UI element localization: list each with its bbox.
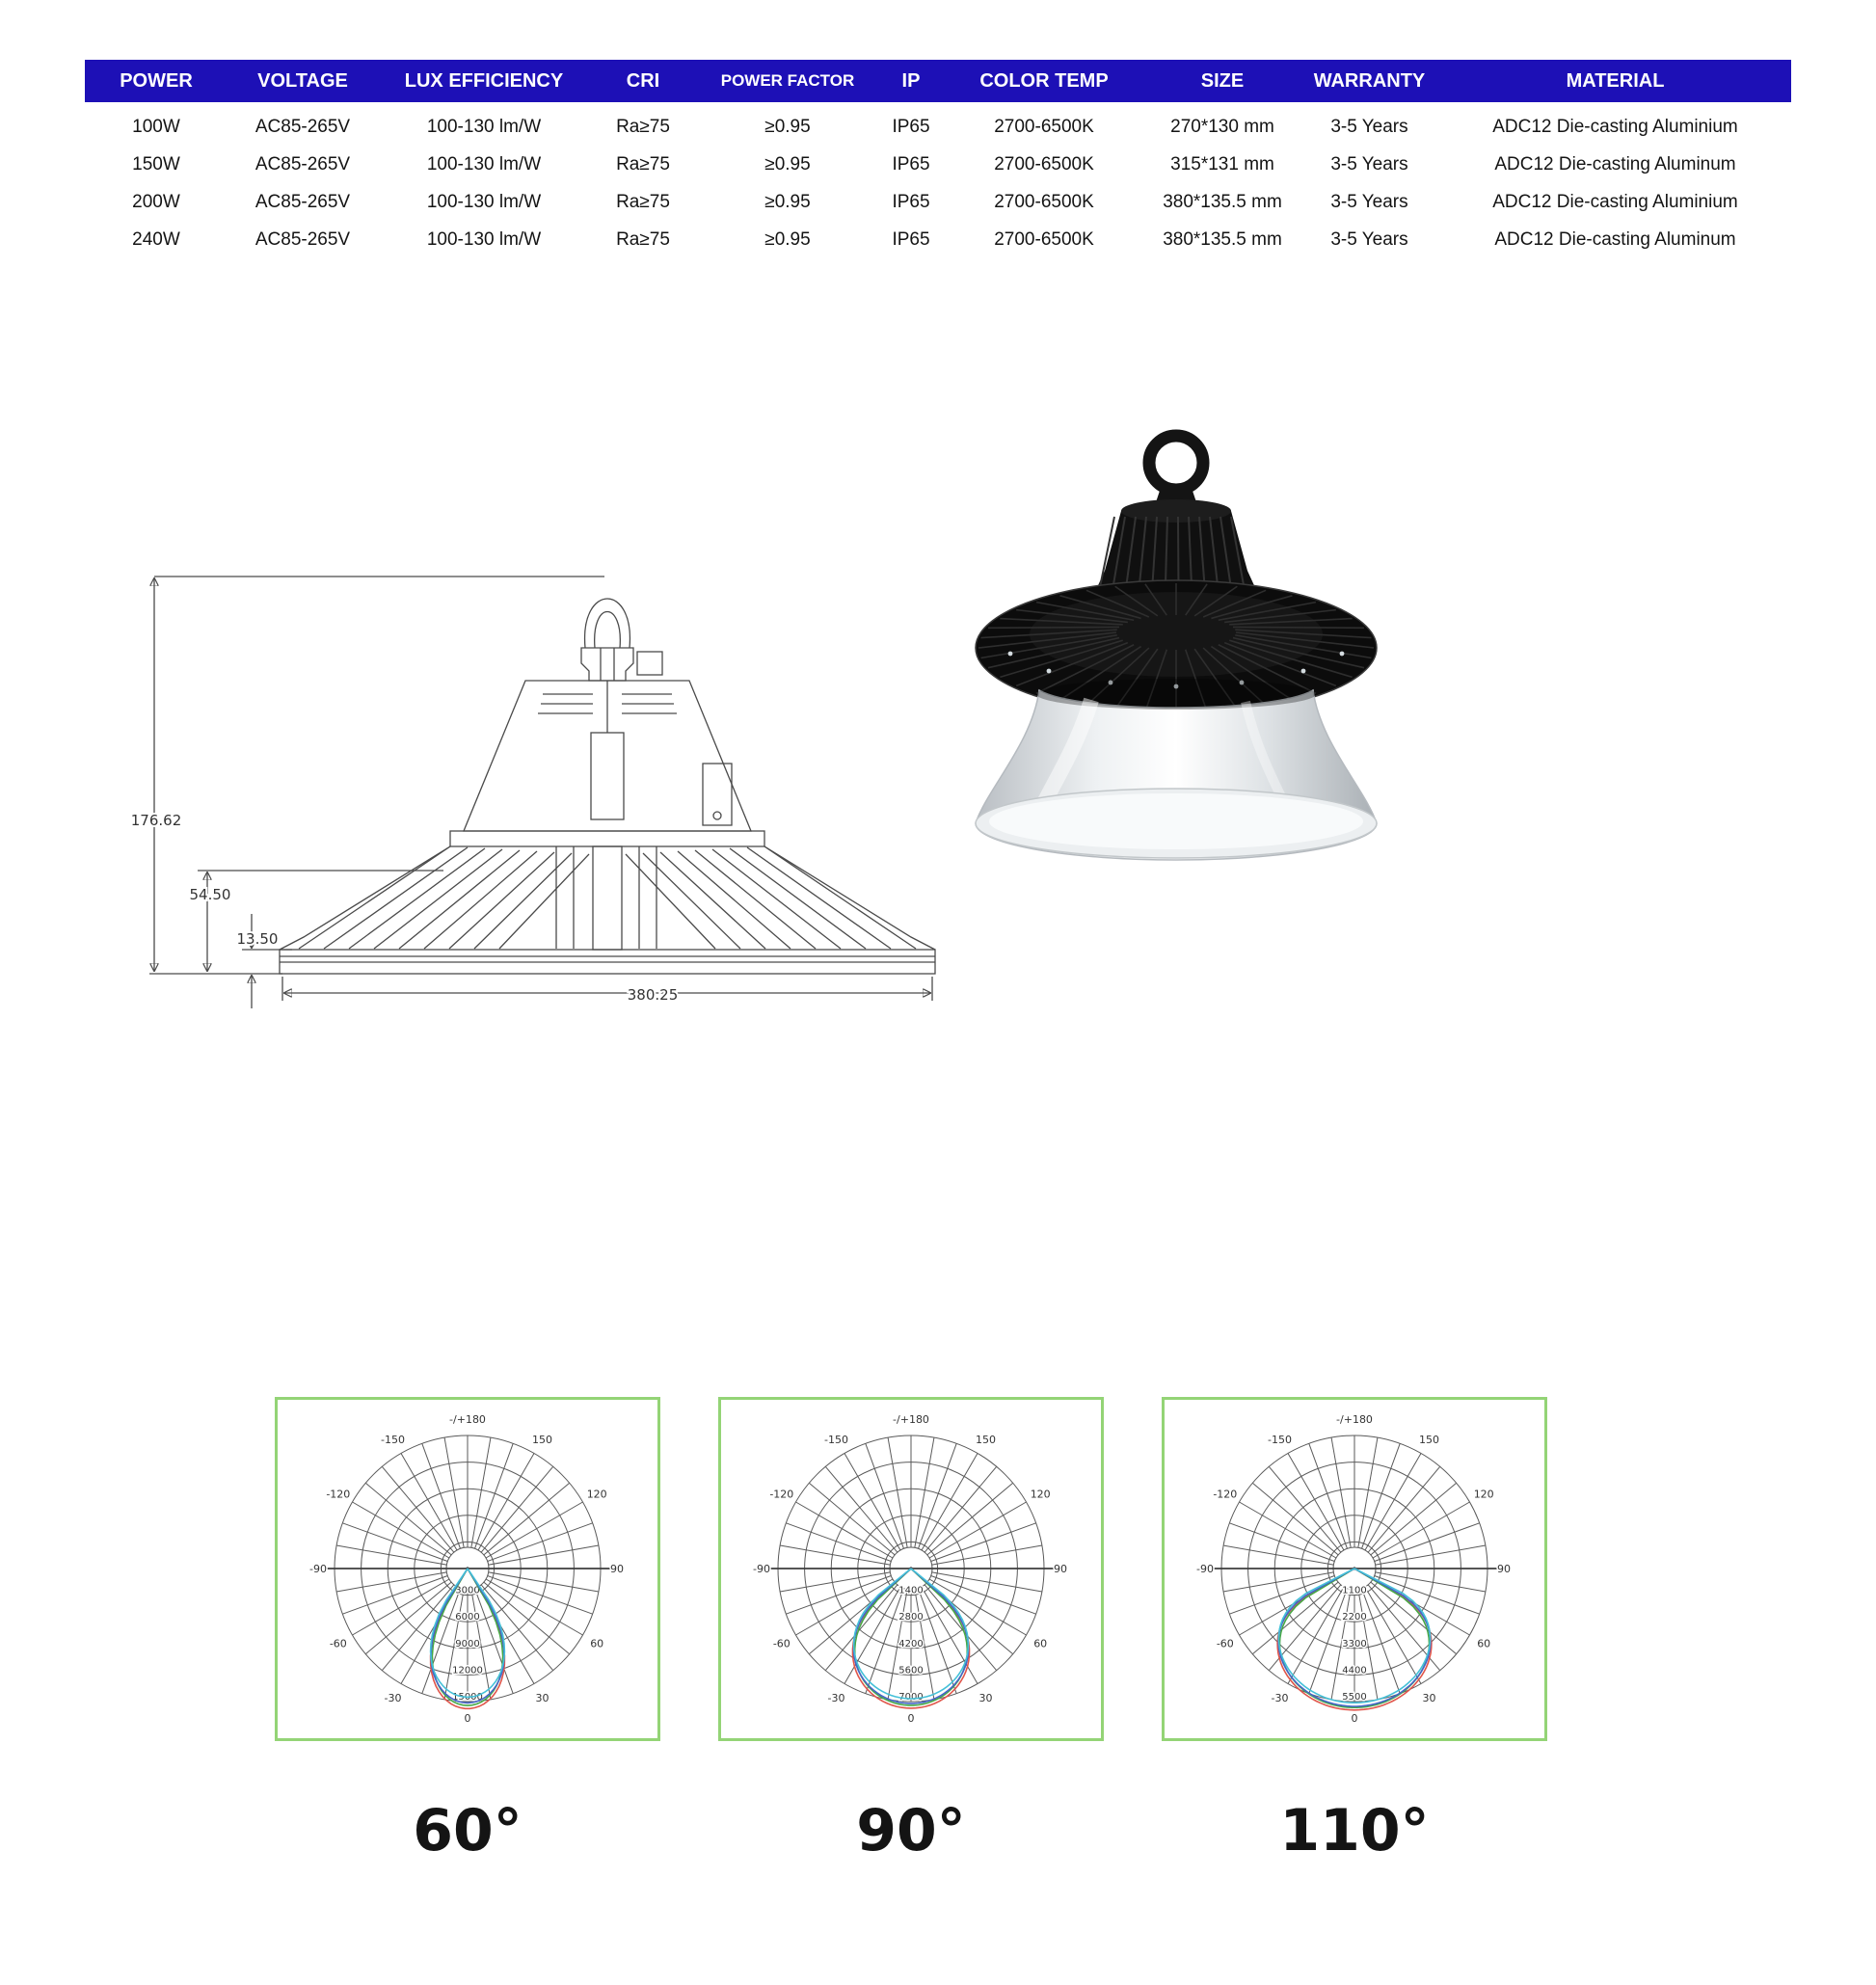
spec-table-header bbox=[85, 60, 1791, 102]
spec-cell: 380*135.5 mm bbox=[1163, 228, 1282, 250]
svg-text:120: 120 bbox=[1473, 1488, 1494, 1501]
photometric-chart-90 bbox=[718, 1397, 1104, 1864]
svg-text:120: 120 bbox=[586, 1488, 607, 1501]
spec-cell: Ra≥75 bbox=[616, 116, 670, 137]
svg-text:-90: -90 bbox=[1196, 1563, 1214, 1575]
svg-text:4400: 4400 bbox=[1342, 1665, 1367, 1677]
spec-cell: AC85-265V bbox=[255, 116, 351, 137]
svg-text:90: 90 bbox=[1054, 1563, 1067, 1575]
polar-diagram bbox=[1165, 1400, 1544, 1738]
spec-cell: Ra≥75 bbox=[616, 153, 670, 174]
svg-text:54.50: 54.50 bbox=[189, 886, 231, 903]
spec-cell: ADC12 Die-casting Aluminium bbox=[1492, 116, 1738, 137]
spec-cell: 315*131 mm bbox=[1170, 153, 1274, 174]
spec-cell: ≥0.95 bbox=[764, 191, 811, 212]
spec-cell: 100-130 lm/W bbox=[426, 153, 542, 174]
spec-cell: 3-5 Years bbox=[1330, 191, 1408, 212]
svg-text:7000: 7000 bbox=[898, 1692, 924, 1703]
svg-text:150: 150 bbox=[1419, 1433, 1439, 1446]
spec-cell: 100-130 lm/W bbox=[426, 116, 542, 137]
spec-col-header-voltage: VOLTAGE bbox=[257, 69, 348, 92]
spec-cell: 200W bbox=[132, 191, 180, 212]
svg-text:30: 30 bbox=[535, 1692, 549, 1705]
dim-overall-width bbox=[282, 977, 932, 1004]
spec-table bbox=[85, 60, 1791, 258]
fixture-hook bbox=[581, 599, 662, 681]
svg-text:176.62: 176.62 bbox=[130, 812, 182, 829]
spec-cell: 240W bbox=[132, 228, 180, 250]
polar-diagram-box bbox=[275, 1397, 660, 1741]
svg-text:-120: -120 bbox=[769, 1488, 794, 1501]
spec-cell: IP65 bbox=[892, 228, 930, 250]
spec-cell: 2700-6500K bbox=[994, 153, 1094, 174]
spec-cell: 2700-6500K bbox=[994, 191, 1094, 212]
spec-col-header-power: POWER bbox=[120, 69, 193, 92]
spec-row-240w bbox=[85, 221, 1791, 258]
polar-diagram-box bbox=[718, 1397, 1104, 1741]
svg-text:90: 90 bbox=[1497, 1563, 1511, 1575]
spec-cell: IP65 bbox=[892, 191, 930, 212]
spec-cell: ADC12 Die-casting Aluminum bbox=[1494, 153, 1736, 174]
svg-text:-/+180: -/+180 bbox=[893, 1413, 929, 1426]
svg-text:-60: -60 bbox=[772, 1637, 791, 1650]
spec-cell: 150W bbox=[132, 153, 180, 174]
fixture-driver-housing bbox=[464, 681, 751, 831]
svg-text:3300: 3300 bbox=[1342, 1638, 1367, 1650]
svg-text:-120: -120 bbox=[326, 1488, 351, 1501]
svg-text:60: 60 bbox=[1477, 1637, 1491, 1650]
spec-col-header-warranty: WARRANTY bbox=[1313, 69, 1426, 92]
spec-cell: 3-5 Years bbox=[1330, 153, 1408, 174]
product-photo-ufo-highbay bbox=[887, 405, 1456, 877]
dim-overall-height bbox=[131, 577, 604, 974]
svg-text:-90: -90 bbox=[309, 1563, 327, 1575]
spec-cell: ADC12 Die-casting Aluminium bbox=[1492, 191, 1738, 212]
dim-base-thickness bbox=[237, 914, 292, 1008]
spec-col-header-power-factor: POWER FACTOR bbox=[720, 71, 855, 90]
svg-text:-/+180: -/+180 bbox=[1336, 1413, 1373, 1426]
spec-cell: Ra≥75 bbox=[616, 228, 670, 250]
svg-text:-/+180: -/+180 bbox=[449, 1413, 486, 1426]
spec-cell: AC85-265V bbox=[255, 191, 351, 212]
svg-text:30: 30 bbox=[1422, 1692, 1436, 1705]
spec-cell: ≥0.95 bbox=[764, 116, 811, 137]
spec-col-header-lux-efficiency: LUX EFFICIENCY bbox=[404, 69, 564, 92]
svg-text:0: 0 bbox=[907, 1712, 915, 1725]
svg-text:4200: 4200 bbox=[898, 1638, 924, 1650]
svg-text:-60: -60 bbox=[1216, 1637, 1234, 1650]
spec-cell: 100-130 lm/W bbox=[426, 191, 542, 212]
svg-text:12000: 12000 bbox=[452, 1665, 483, 1677]
spec-table-body bbox=[85, 108, 1791, 258]
spec-col-header-cri: CRI bbox=[626, 69, 660, 92]
svg-text:60: 60 bbox=[590, 1637, 604, 1650]
svg-text:6000: 6000 bbox=[455, 1612, 480, 1623]
svg-text:2800: 2800 bbox=[898, 1612, 924, 1623]
fixture-base-plate bbox=[280, 950, 935, 974]
spec-col-header-size: SIZE bbox=[1200, 69, 1245, 92]
spec-cell: 100-130 lm/W bbox=[426, 228, 542, 250]
spec-cell: IP65 bbox=[892, 153, 930, 174]
spec-col-header-color-temp: COLOR TEMP bbox=[979, 69, 1109, 92]
svg-text:5500: 5500 bbox=[1342, 1692, 1367, 1703]
spec-cell: 270*130 mm bbox=[1170, 116, 1274, 137]
photometric-chart-110 bbox=[1162, 1397, 1547, 1864]
spec-cell: 2700-6500K bbox=[994, 228, 1094, 250]
spec-cell: AC85-265V bbox=[255, 153, 351, 174]
spec-cell: 380*135.5 mm bbox=[1163, 191, 1282, 212]
svg-text:1400: 1400 bbox=[898, 1585, 924, 1596]
svg-text:0: 0 bbox=[464, 1712, 471, 1725]
polar-diagram bbox=[278, 1400, 657, 1738]
svg-text:-30: -30 bbox=[384, 1692, 402, 1705]
beam-angle-label: 90° bbox=[856, 1797, 966, 1864]
svg-text:-150: -150 bbox=[381, 1433, 405, 1446]
beam-angle-label: 110° bbox=[1279, 1797, 1430, 1864]
svg-text:5600: 5600 bbox=[898, 1665, 924, 1677]
technical-drawing bbox=[111, 540, 974, 1022]
spec-cell: ADC12 Die-casting Aluminum bbox=[1494, 228, 1736, 250]
spec-row-200w bbox=[85, 183, 1791, 221]
svg-text:13.50: 13.50 bbox=[236, 930, 279, 948]
spec-col-header-ip: IP bbox=[901, 69, 921, 92]
svg-text:-90: -90 bbox=[753, 1563, 770, 1575]
fixture-fins bbox=[280, 831, 935, 950]
spec-cell: 3-5 Years bbox=[1330, 116, 1408, 137]
svg-text:-60: -60 bbox=[329, 1637, 347, 1650]
polar-diagram bbox=[721, 1400, 1101, 1738]
spec-row-100w bbox=[85, 108, 1791, 146]
spec-cell: 2700-6500K bbox=[994, 116, 1094, 137]
beam-angle-label: 60° bbox=[413, 1797, 523, 1864]
svg-text:3000: 3000 bbox=[455, 1585, 480, 1596]
svg-text:150: 150 bbox=[532, 1433, 552, 1446]
svg-text:1100: 1100 bbox=[1342, 1585, 1367, 1596]
svg-text:30: 30 bbox=[978, 1692, 993, 1705]
spec-col-header-material: MATERIAL bbox=[1566, 69, 1665, 92]
svg-text:2200: 2200 bbox=[1342, 1612, 1367, 1623]
polar-diagram-box bbox=[1162, 1397, 1547, 1741]
svg-text:15000: 15000 bbox=[452, 1692, 483, 1703]
spec-cell: Ra≥75 bbox=[616, 191, 670, 212]
spec-row-150w bbox=[85, 146, 1791, 183]
spec-cell: 3-5 Years bbox=[1330, 228, 1408, 250]
aluminium-reflector bbox=[976, 679, 1377, 860]
svg-text:-30: -30 bbox=[827, 1692, 845, 1705]
spec-cell: ≥0.95 bbox=[764, 228, 811, 250]
svg-text:380.25: 380.25 bbox=[627, 986, 679, 1004]
svg-text:-150: -150 bbox=[1268, 1433, 1292, 1446]
svg-text:90: 90 bbox=[610, 1563, 624, 1575]
svg-text:120: 120 bbox=[1030, 1488, 1051, 1501]
svg-text:-150: -150 bbox=[824, 1433, 848, 1446]
svg-text:150: 150 bbox=[976, 1433, 996, 1446]
photometric-chart-60 bbox=[275, 1397, 660, 1864]
svg-text:-120: -120 bbox=[1213, 1488, 1238, 1501]
spec-cell: IP65 bbox=[892, 116, 930, 137]
svg-text:9000: 9000 bbox=[455, 1638, 480, 1650]
svg-text:-30: -30 bbox=[1271, 1692, 1289, 1705]
spec-cell: 100W bbox=[132, 116, 180, 137]
svg-text:60: 60 bbox=[1033, 1637, 1048, 1650]
spec-cell: AC85-265V bbox=[255, 228, 351, 250]
svg-text:0: 0 bbox=[1351, 1712, 1358, 1725]
spec-cell: ≥0.95 bbox=[764, 153, 811, 174]
